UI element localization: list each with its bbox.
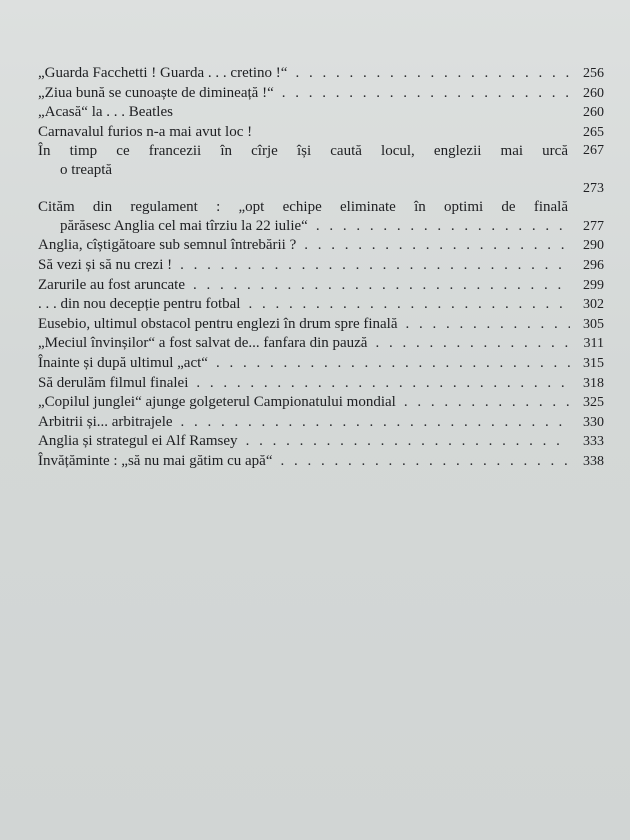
toc-entry (38, 84, 604, 104)
toc-entry-page: 267 (583, 143, 604, 159)
toc-entry-title-continued: părăsesc Anglia cel mai tîrziu la 22 iulie“ (60, 217, 308, 234)
toc-entry (38, 198, 604, 236)
toc-entry-page: 260 (583, 85, 604, 101)
toc-entry-title: Zarurile au fost aruncate (38, 276, 186, 293)
toc-entry (38, 393, 604, 413)
toc-entry-page: 302 (583, 297, 604, 313)
toc-entry-title: Cităm din regulament : „opt echipe eliminate în optimi de finală (38, 199, 568, 216)
dot-leader (208, 354, 570, 373)
dot-leader (296, 236, 570, 255)
dot-leader (308, 217, 570, 236)
dot-leader (185, 276, 570, 295)
toc-entry-page: 338 (583, 453, 604, 469)
dot-leader (173, 413, 570, 432)
toc-entry-page: 325 (583, 395, 604, 411)
dot-leader (188, 374, 570, 393)
toc-entry (38, 432, 604, 452)
dot-leader (396, 393, 570, 412)
toc-entry-page: 296 (583, 257, 604, 273)
dot-leader (273, 452, 571, 471)
toc-entry-page: 256 (583, 66, 604, 81)
dot-leader (287, 64, 570, 83)
toc-entry-page: 333 (583, 434, 604, 450)
toc-entry (38, 276, 604, 296)
dot-leader (367, 334, 570, 353)
dot-leader (398, 315, 571, 334)
toc-entry-title: „Guarda Facchetti ! Guarda . . . cretino !“ (38, 65, 288, 81)
dot-leader (240, 295, 570, 314)
toc-entry (38, 295, 604, 315)
toc-entry-title: „Acasă“ la . . . Beatles (38, 104, 173, 121)
dot-leader (238, 432, 570, 451)
toc-entry-page: 273 (583, 180, 604, 196)
toc-entry-title: . . . din nou decepție pentru fotbal (38, 296, 241, 313)
toc-entry-title: Învățăminte : „să nu mai gătim cu apă“ (38, 452, 273, 469)
toc-entry-page: 277 (583, 218, 604, 234)
toc-entry-page: 318 (583, 375, 604, 391)
toc-entry (38, 374, 604, 394)
toc-entry-title: Să derulăm filmul finalei (38, 374, 189, 391)
toc-entry (38, 123, 604, 143)
toc-entry (38, 256, 604, 276)
toc-entry-title: „Meciul învinșilor“ a fost salvat de... fanfara din pauză (38, 335, 368, 352)
toc-entry-page: 260 (583, 105, 604, 121)
toc-entry-page: 305 (583, 316, 604, 332)
toc-entry-page: 290 (583, 238, 604, 254)
toc-entry-title: Arbitrii și... arbitrajele (38, 413, 173, 430)
toc-entry-title-continued: o treaptă (60, 161, 113, 178)
toc-entry-title: Eusebio, ultimul obstacol pentru englezi în drum spre finală (38, 315, 398, 332)
dot-leader (274, 84, 570, 103)
toc-entry (38, 334, 604, 354)
toc-entry-title: Anglia, cîștigătoare sub semnul întrebării ? (38, 237, 297, 254)
toc-entry (38, 142, 604, 198)
toc-entry-page: 311 (583, 336, 604, 352)
toc-entry-title: Anglia și strategul ei Alf Ramsey (38, 433, 238, 450)
toc-entry (38, 452, 604, 472)
toc-entry-title: Înainte și după ultimul „act“ (38, 354, 208, 371)
toc-entry-page: 265 (583, 124, 604, 140)
toc-entry (38, 103, 604, 123)
toc-entry (38, 315, 604, 335)
toc-entry-title: „Copilul junglei“ ajunge golgeterul Campionatului mondial (38, 394, 396, 411)
toc-entry (38, 354, 604, 374)
table-of-contents (38, 64, 604, 471)
toc-entry (38, 236, 604, 256)
toc-entry-page: 299 (583, 277, 604, 293)
toc-entry-title: În timp ce francezii în cîrje își caută locul, englezii mai urcă (38, 143, 568, 160)
toc-entry-title: Să vezi și să nu crezi ! (38, 256, 173, 273)
toc-entry-page: 315 (583, 355, 604, 371)
toc-entry-title: Carnavalul furios n-a mai avut loc ! (38, 123, 253, 140)
dot-leader (172, 256, 570, 275)
toc-entry-title: „Ziua bună se cunoaște de dimineață !“ (38, 84, 274, 101)
toc-entry (38, 64, 604, 84)
toc-entry (38, 413, 604, 433)
toc-entry-page: 330 (583, 414, 604, 430)
